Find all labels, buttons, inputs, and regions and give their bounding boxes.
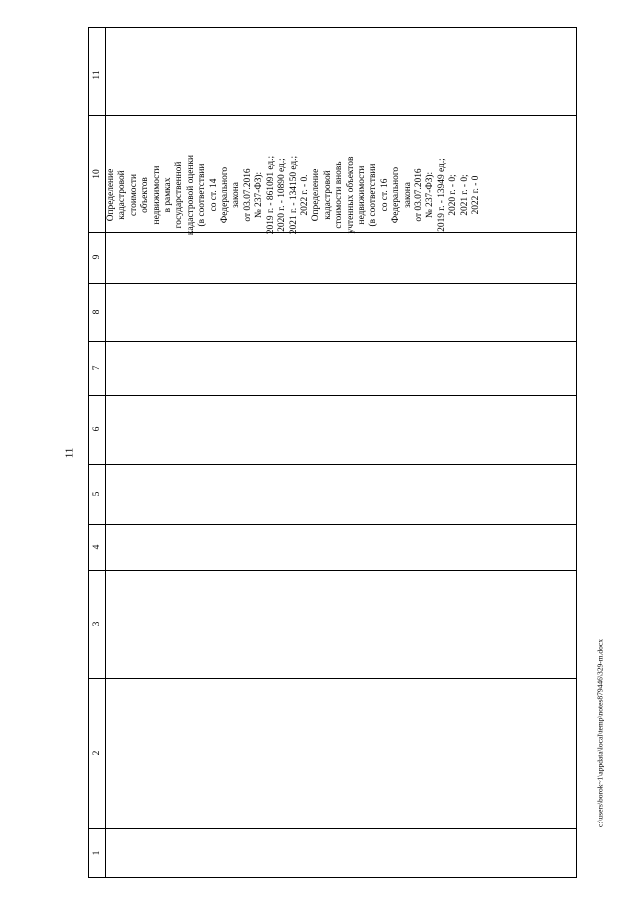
column-10-line: № 237-ФЗ): [254, 171, 265, 219]
column-10-line: со ст. 16 [379, 178, 390, 212]
column-10-line: 2019 г. - 861091 ед.; [265, 155, 276, 235]
column-number-6: 6 [92, 426, 102, 432]
column-10-text [106, 120, 481, 270]
column-10-line: недвижимости [151, 165, 162, 225]
column-10-line: со ст. 14 [208, 178, 219, 212]
column-10-line: 2020 г. - 0; [448, 174, 459, 216]
column-10-line: кадастровой оценки [185, 154, 196, 236]
column-number-1: 1 [92, 850, 102, 856]
column-number-10: 10 [92, 169, 102, 179]
column-10-line: Определение [106, 168, 116, 222]
column-10-line: стоимости [128, 174, 139, 216]
column-10-line: недвижимости [356, 165, 367, 225]
column-10-line: объектов [140, 177, 151, 213]
column-10-line: Федерального [220, 166, 231, 224]
column-number-11: 11 [92, 70, 102, 80]
column-10-line: (в соответствии [368, 163, 379, 227]
column-10-line: кадастровой [117, 170, 128, 220]
column-number-4: 4 [92, 544, 102, 550]
column-divider-8-9 [89, 283, 576, 284]
column-10-line: государственной [174, 161, 185, 229]
column-10-line: 2021 г. - 0; [459, 174, 470, 216]
column-number-9: 9 [92, 254, 102, 260]
column-10-line: учтенных объектов [345, 156, 356, 234]
column-number-3: 3 [92, 621, 102, 627]
column-10-line: стоимости вновь [334, 161, 345, 229]
page-number: 11 [63, 447, 76, 459]
footer-file-path-text: c:\users\borok~1\appdata\local\temp\notes879446\329-m.docx [595, 639, 605, 827]
column-10-line: в рамках [163, 177, 174, 213]
column-10-line: 2022 г. - 0. [299, 174, 310, 216]
column-10-line: от 03.07.2016 [242, 168, 253, 222]
column-10-line: 2021 г. - 134150 ед.; [288, 155, 299, 235]
column-divider-2-3 [89, 678, 576, 679]
column-10-line: закона [231, 182, 242, 208]
column-10-line: (в соответствии [197, 163, 208, 227]
column-divider-1-2 [89, 828, 576, 829]
rotated-table [88, 27, 577, 878]
column-10-line: Федерального [391, 166, 402, 224]
column-number-5: 5 [92, 491, 102, 497]
column-divider-3-4 [89, 570, 576, 571]
column-10-line: закона [402, 182, 413, 208]
column-number-2: 2 [92, 750, 102, 756]
column-number-8: 8 [92, 309, 102, 315]
column-10-line: 2020 г. - 10890 ед.; [277, 158, 288, 232]
column-divider-10-11 [89, 115, 576, 116]
column-10-line: 2019 г. - 13949 ед.; [436, 158, 447, 232]
column-divider-6-7 [89, 395, 576, 396]
column-number-7: 7 [92, 365, 102, 371]
column-divider-5-6 [89, 464, 576, 465]
column-10-line: № 237-ФЗ): [425, 171, 436, 219]
column-10-line: от 03.07.2016 [413, 168, 424, 222]
column-10-line: Определение [311, 168, 322, 222]
column-10-line: 2022 г. - 0 [471, 175, 481, 215]
column-divider-7-8 [89, 341, 576, 342]
column-divider-4-5 [89, 524, 576, 525]
column-10-line: кадастровой [322, 170, 333, 220]
